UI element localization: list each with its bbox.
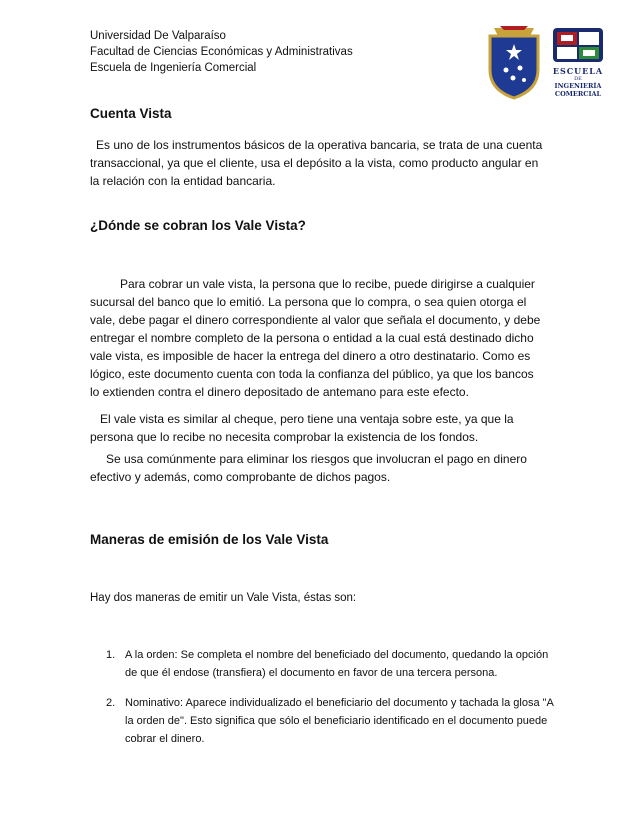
- list-item-text: A la orden: Se completa el nombre del beneficiado del documento, quedando la opción de que él endose (transfiera) el documento en favor de una tercera persona.: [125, 649, 549, 679]
- list-item-number: 1.: [106, 649, 116, 661]
- university-shield-logo: [486, 26, 542, 100]
- document-header: [90, 28, 353, 76]
- school-logo-text-4: COMERCIAL: [554, 90, 602, 98]
- section-title-maneras: Maneras de emisión de los Vale Vista: [90, 532, 329, 547]
- section-title-cuenta-vista: Cuenta Vista: [90, 106, 172, 121]
- school-logo-text-3: INGENIERÍA: [554, 82, 602, 90]
- school-logo-text-1: ESCUELA: [552, 66, 604, 76]
- paragraph-cuenta-vista: Es uno de los instrumentos básicos de la operativa bancaria, se trata de una cuenta transaccional, ya que el cliente, usa el depósito a la vista, como producto angular en la relación con la entidad bancaria.: [90, 138, 543, 188]
- list-item: [106, 694, 554, 748]
- header-university: Universidad De Valparaíso: [90, 30, 226, 42]
- list-item-text: Nominativo: Aparece individualizado el beneficiario del documento y tachada la glosa "A la orden de". Esto significa que sólo el beneficiario identificado en el documento puede cobrar el dinero.: [125, 697, 554, 745]
- paragraph-maneras-intro: Hay dos maneras de emitir un Vale Vista, éstas son:: [90, 592, 357, 604]
- section-title-donde: ¿Dónde se cobran los Vale Vista?: [90, 218, 306, 233]
- header-school: Escuela de Ingeniería Comercial: [90, 62, 257, 74]
- school-logo-text-2: DE: [574, 76, 582, 82]
- paragraph-donde-2: El vale vista es similar al cheque, pero tiene una ventaja sobre este, ya que la persona que lo recibe no necesita comprobar la existencia de los fondos.: [90, 412, 514, 444]
- paragraph-donde-3: Se usa comúnmente para eliminar los riesgos que involucran el pago en dinero efectivo y además, como comprobante de dichos pagos.: [90, 452, 527, 484]
- school-logo: [549, 26, 607, 100]
- list-item-number: 2.: [106, 697, 116, 709]
- header-faculty: Facultad de Ciencias Económicas y Administrativas: [90, 46, 353, 58]
- list-item: [106, 646, 554, 682]
- paragraph-donde-1: Para cobrar un vale vista, la persona que lo recibe, puede dirigirse a cualquier sucursal del banco que lo emitió. La persona que lo compra, o sea quien otorga el vale, debe pagar el dinero correspondiente al valor que señala el documento, y debe entregar el nombre completo de la persona o entidad a la cual está destinado dicho vale vista, es imposible de hacer la entrega del dinero a otro destinatario. Como es lógico, este documento cuenta con toda la confianza del público, ya que los bancos lo extienden contra el dinero depositado de antemano para este efecto.: [90, 277, 541, 399]
